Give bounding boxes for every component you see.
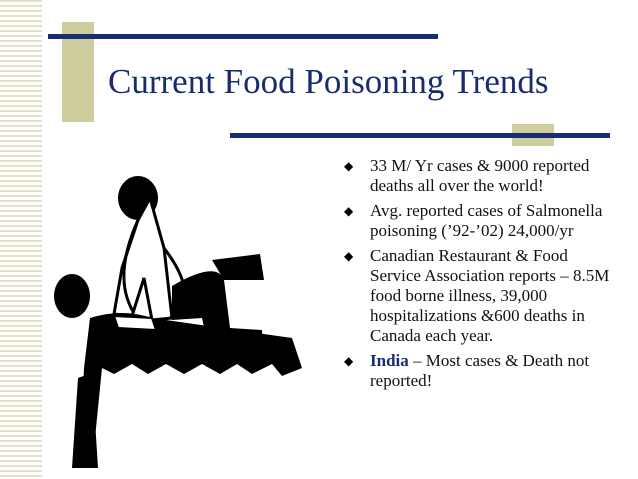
bullet-text: – Most cases & Death not reported! [370, 351, 590, 390]
diamond-bullet-icon: ◆ [344, 159, 354, 173]
diamond-bullet-icon: ◆ [344, 204, 354, 218]
bullet-item [342, 246, 612, 346]
diamond-bullet-icon: ◆ [344, 249, 354, 263]
rescuer-hands [114, 316, 156, 330]
top-rule [48, 34, 438, 39]
bullet-text: Avg. reported cases of Salmonella poisoning (’92-’02) 24,000/yr [370, 201, 603, 240]
bullet-highlight: India [370, 351, 409, 370]
bullet-item [342, 351, 612, 391]
bullet-text: 33 M/ Yr cases & 9000 reported deaths all over the world! [370, 156, 590, 195]
rescuer-shirt [114, 198, 172, 320]
slide-title: Current Food Poisoning Trends [108, 62, 549, 101]
patient-body [80, 313, 302, 468]
patient-head [54, 274, 90, 318]
bullet-text: Canadian Restaurant & Food Service Association reports – 8.5M food borne illness, 39,000 hospitalizations &600 deaths in Canada each year. [370, 246, 610, 345]
bullet-item [342, 201, 612, 241]
bullet-item [342, 156, 612, 196]
bottom-rule [230, 133, 610, 138]
side-stripe-pattern [0, 0, 42, 479]
diamond-bullet-icon: ◆ [344, 354, 354, 368]
bullet-list [342, 156, 612, 396]
first-aid-clipart [52, 168, 342, 468]
